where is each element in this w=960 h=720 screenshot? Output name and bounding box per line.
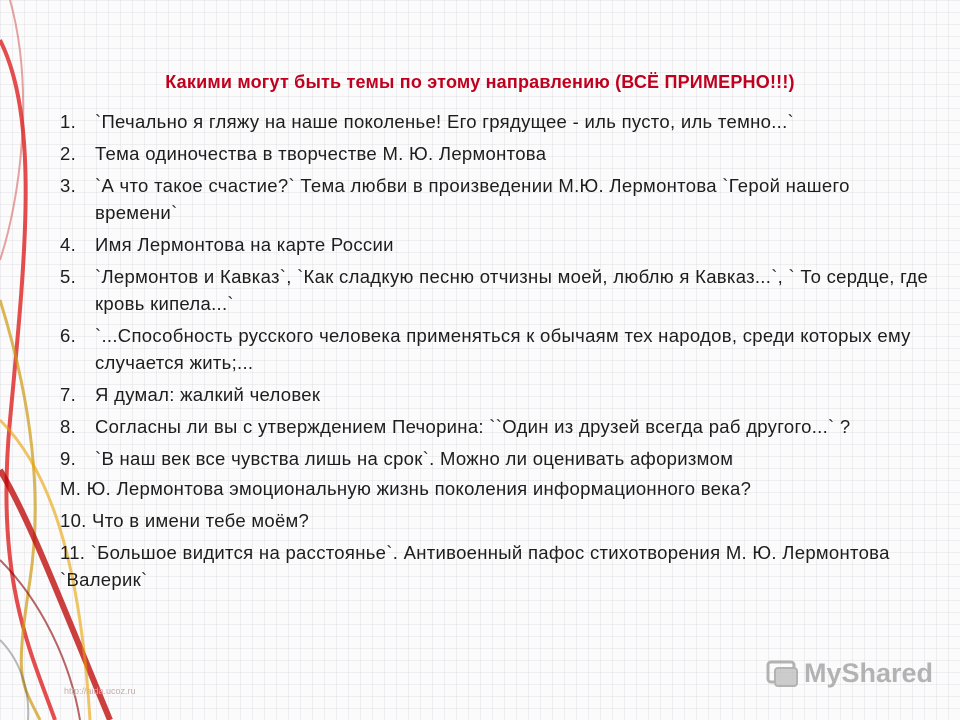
slide-title: Какими могут быть темы по этому направлению (ВСЁ ПРИМЕРНО!!!) <box>165 72 795 92</box>
list-item <box>60 322 930 376</box>
item-text: `Лермонтов и Кавказ`, `Как сладкую песню отчизны моей, люблю я Кавказ...`, ` То сердце, где кровь кипела...` <box>95 266 929 314</box>
item-text: `Печально я гляжу на наше поколенье! Его грядущее - иль пусто, иль темно...` <box>95 111 794 132</box>
item-number: 9. <box>60 448 77 469</box>
item-text: `...Способность русского человека применяться к обычаям тех народов, среди которых ему случается жить;... <box>95 325 911 373</box>
item-text: `А что такое счастие?` Тема любви в произведении М.Ю. Лермонтова `Герой нашего времени` <box>95 175 850 223</box>
list-item <box>60 108 930 135</box>
item-number: 2. <box>60 143 77 164</box>
item-number: 5. <box>60 266 77 287</box>
list-item <box>60 140 930 167</box>
myshared-logo-icon <box>766 656 800 690</box>
item-text: 10. Что в имени тебе моём? <box>60 510 310 531</box>
list-item <box>60 507 930 534</box>
watermark-text: MyShared <box>804 657 934 688</box>
item-number: 8. <box>60 416 77 437</box>
item-text: Я думал: жалкий человек <box>95 384 321 405</box>
list-item <box>60 172 930 226</box>
item-text: 11. `Большое видится на расстоянье`. Антивоенный пафос стихотворения М. Ю. Лермонтова `Валерик` <box>60 542 890 590</box>
item-text: Тема одиночества в творчестве М. Ю. Лермонтова <box>95 143 547 164</box>
item-number: 7. <box>60 384 77 405</box>
item-text: М. Ю. Лермонтова эмоциональную жизнь поколения информационного века? <box>60 478 752 499</box>
topic-list <box>60 108 930 598</box>
list-item <box>60 539 930 593</box>
item-number: 4. <box>60 234 77 255</box>
list-item-continuation <box>60 475 930 502</box>
footer-url: http://aida.ucoz.ru <box>64 686 136 696</box>
item-text: Согласны ли вы с утверждением Печорина: ``Один из друзей всегда раб другого...` ? <box>95 416 851 437</box>
item-text: Имя Лермонтова на карте России <box>95 234 394 255</box>
watermark <box>766 656 933 690</box>
list-item <box>60 413 930 440</box>
item-number: 1. <box>60 111 77 132</box>
item-number: 6. <box>60 325 77 346</box>
list-item <box>60 263 930 317</box>
list-item <box>60 445 930 472</box>
list-item <box>60 231 930 258</box>
item-text: `В наш век все чувства лишь на срок`. Можно ли оценивать афоризмом <box>95 448 734 469</box>
list-item <box>60 381 930 408</box>
item-number: 3. <box>60 175 77 196</box>
